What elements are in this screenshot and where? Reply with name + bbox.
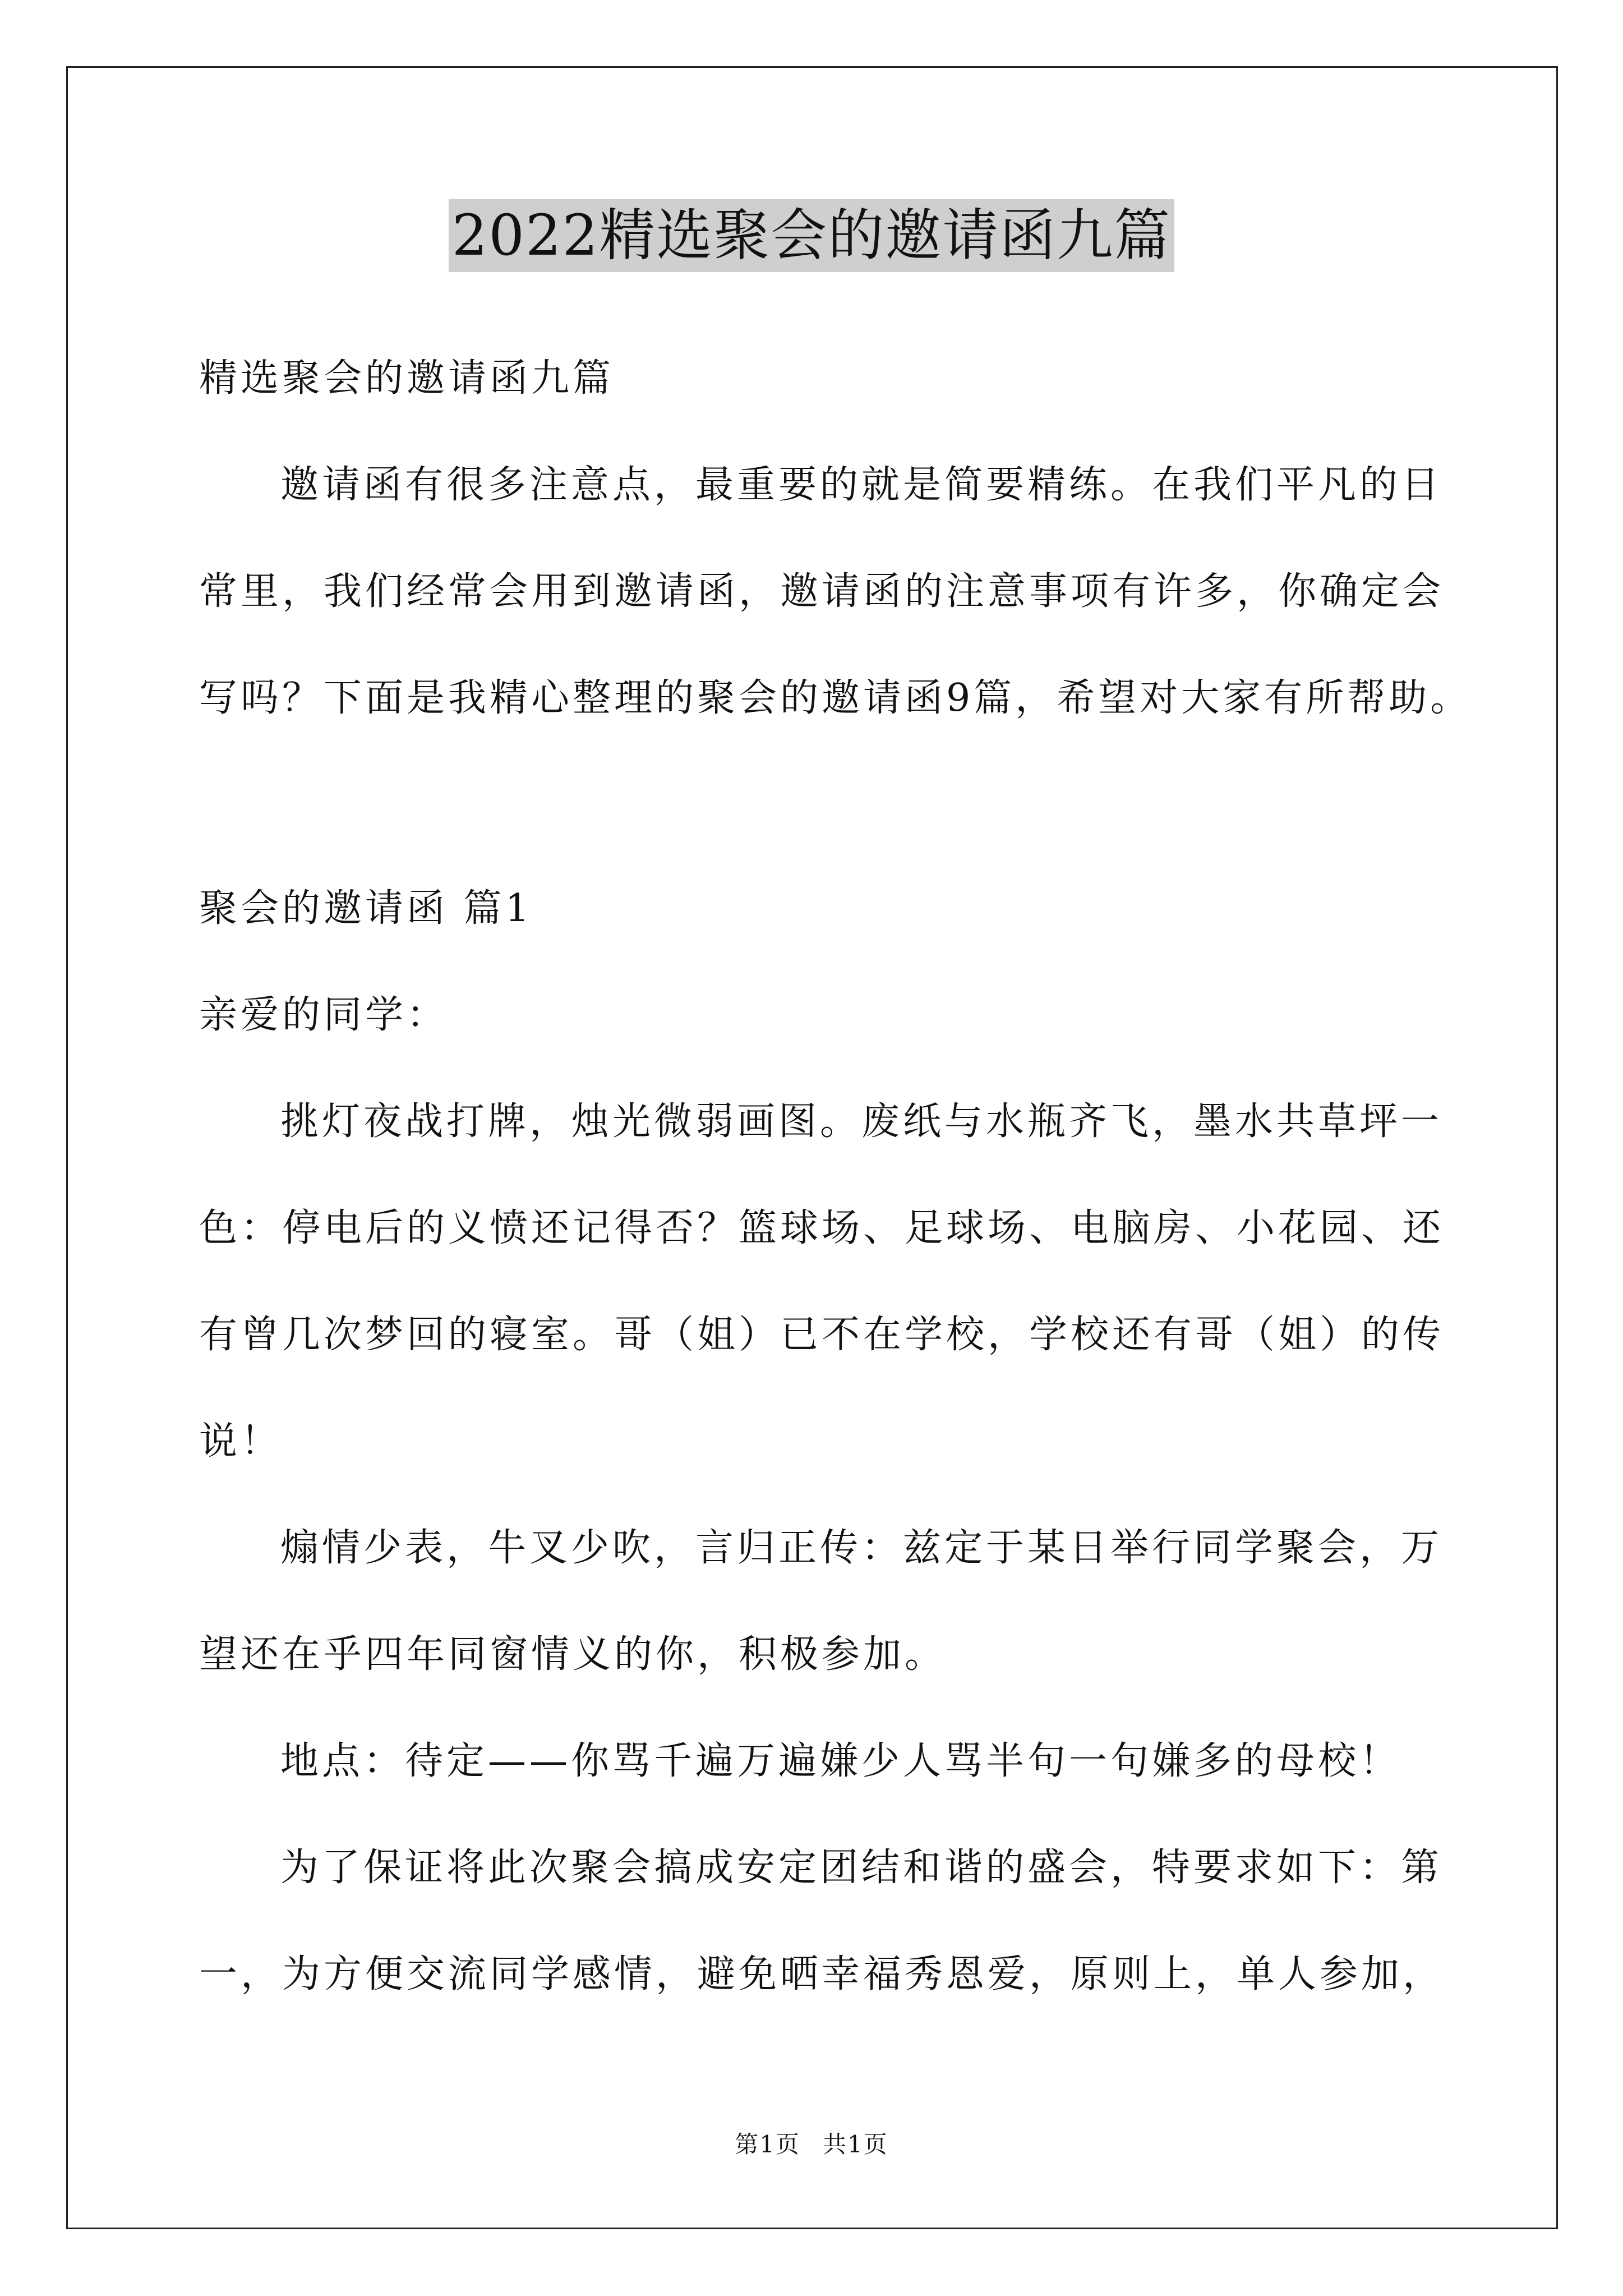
document-title: 2022精选聚会的邀请函九篇	[449, 199, 1175, 272]
paragraph-line: 望还在乎四年同窗情义的你，积极参加。	[199, 1632, 947, 1677]
intro-line: 写吗？下面是我精心整理的聚会的邀请函9篇，希望对大家有所帮助。	[199, 676, 1472, 720]
paragraph-line: 为了保证将此次聚会搞成安定团结和谐的盛会，特要求如下：第	[280, 1846, 1443, 1890]
paragraph-line: 说！	[199, 1419, 283, 1464]
salutation: 亲爱的同学：	[199, 993, 449, 1037]
intro-line: 邀请函有很多注意点，最重要的就是简要精练。在我们平凡的日	[280, 463, 1443, 507]
intro-line: 常里，我们经常会用到邀请函，邀请函的注意事项有许多，你确定会	[199, 569, 1445, 614]
title-block	[0, 199, 1623, 272]
paragraph-line: 色：停电后的义愤还记得否？篮球场、足球场、电脑房、小花园、还	[199, 1206, 1445, 1250]
paragraph-line: 一，为方便交流同学感情，避免晒幸福秀恩爱，原则上，单人参加，	[199, 1952, 1445, 1996]
subtitle: 精选聚会的邀请函九篇	[199, 356, 615, 401]
paragraph-line: 有曾几次梦回的寝室。哥（姐）已不在学校，学校还有哥（姐）的传	[199, 1313, 1445, 1357]
page-total: 共1页	[823, 2131, 888, 2158]
section-heading: 聚会的邀请函 篇1	[199, 886, 533, 931]
page-number: 第1页	[735, 2131, 800, 2158]
page-footer	[0, 2126, 1623, 2160]
paragraph-line: 地点：待定——你骂千遍万遍嫌少人骂半句一句嫌多的母校！	[280, 1739, 1401, 1783]
paragraph-line: 煽情少表，牛叉少吹，言归正传：兹定于某日举行同学聚会，万	[280, 1526, 1443, 1570]
paragraph-line: 挑灯夜战打牌，烛光微弱画图。废纸与水瓶齐飞，墨水共草坪一	[280, 1099, 1443, 1144]
